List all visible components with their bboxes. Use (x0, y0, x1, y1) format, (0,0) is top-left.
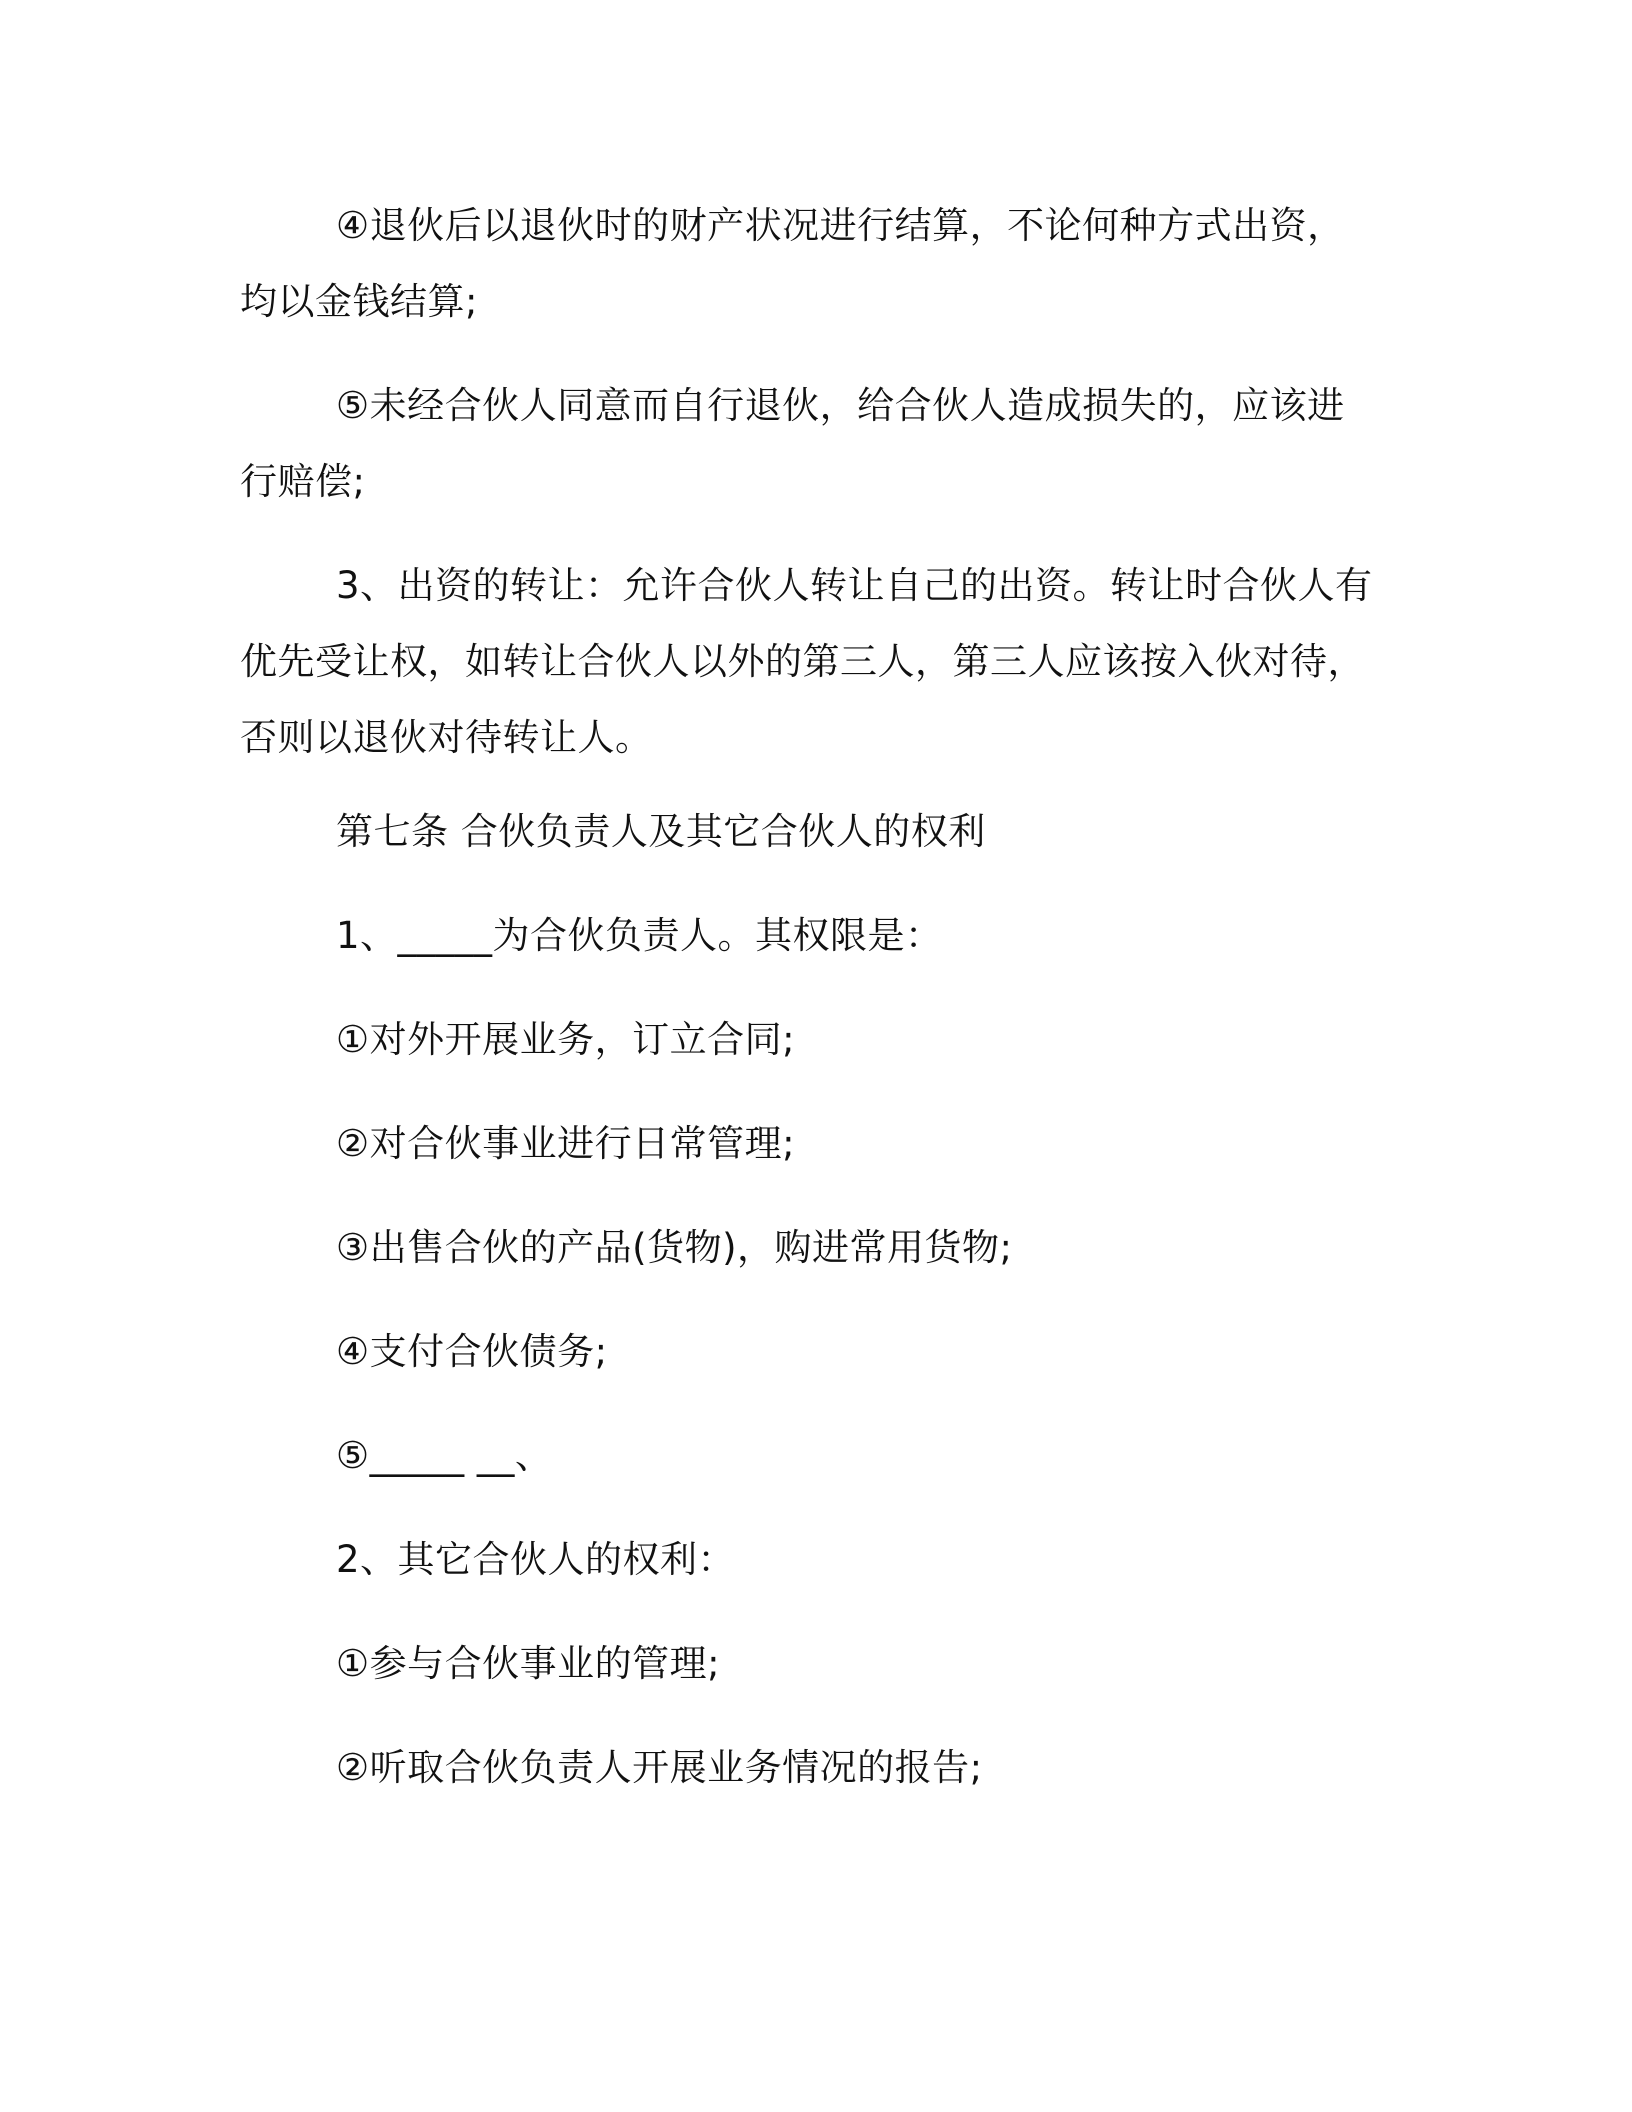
paragraph-compensation: ⑤未经合伙人同意而自行退伙，给合伙人造成损失的，应该进行赔偿; (240, 384, 1345, 503)
list-item: ⑤_____ __、 (336, 1434, 553, 1477)
list-item: 1、_____为合伙负责人。其权限是： (336, 914, 943, 957)
list-item: ③出售合伙的产品(货物)，购进常用货物; (336, 1226, 1013, 1269)
list-item: ④支付合伙债务; (336, 1330, 608, 1373)
paragraph-capital-transfer: 3、出资的转让：允许合伙人转让自己的出资。转让时合伙人有优先受让权，如转让合伙人以外的第三人，第三人应该按入伙对待，否则以退伙对待转让人。 (240, 564, 1373, 759)
article-seven-heading: 第七条 合伙负责人及其它合伙人的权利 (336, 810, 986, 853)
list-item: ②听取合伙负责人开展业务情况的报告; (336, 1746, 983, 1789)
list-item: ①参与合伙事业的管理; (336, 1642, 721, 1685)
paragraph-settlement: ④退伙后以退伙时的财产状况进行结算，不论何种方式出资，均以金钱结算; (240, 204, 1345, 323)
list-item: ①对外开展业务，订立合同; (336, 1018, 796, 1061)
document-body (240, 188, 1380, 776)
list-item: 2、其它合伙人的权利： (336, 1538, 736, 1581)
list-item: ②对合伙事业进行日常管理; (336, 1122, 796, 1165)
